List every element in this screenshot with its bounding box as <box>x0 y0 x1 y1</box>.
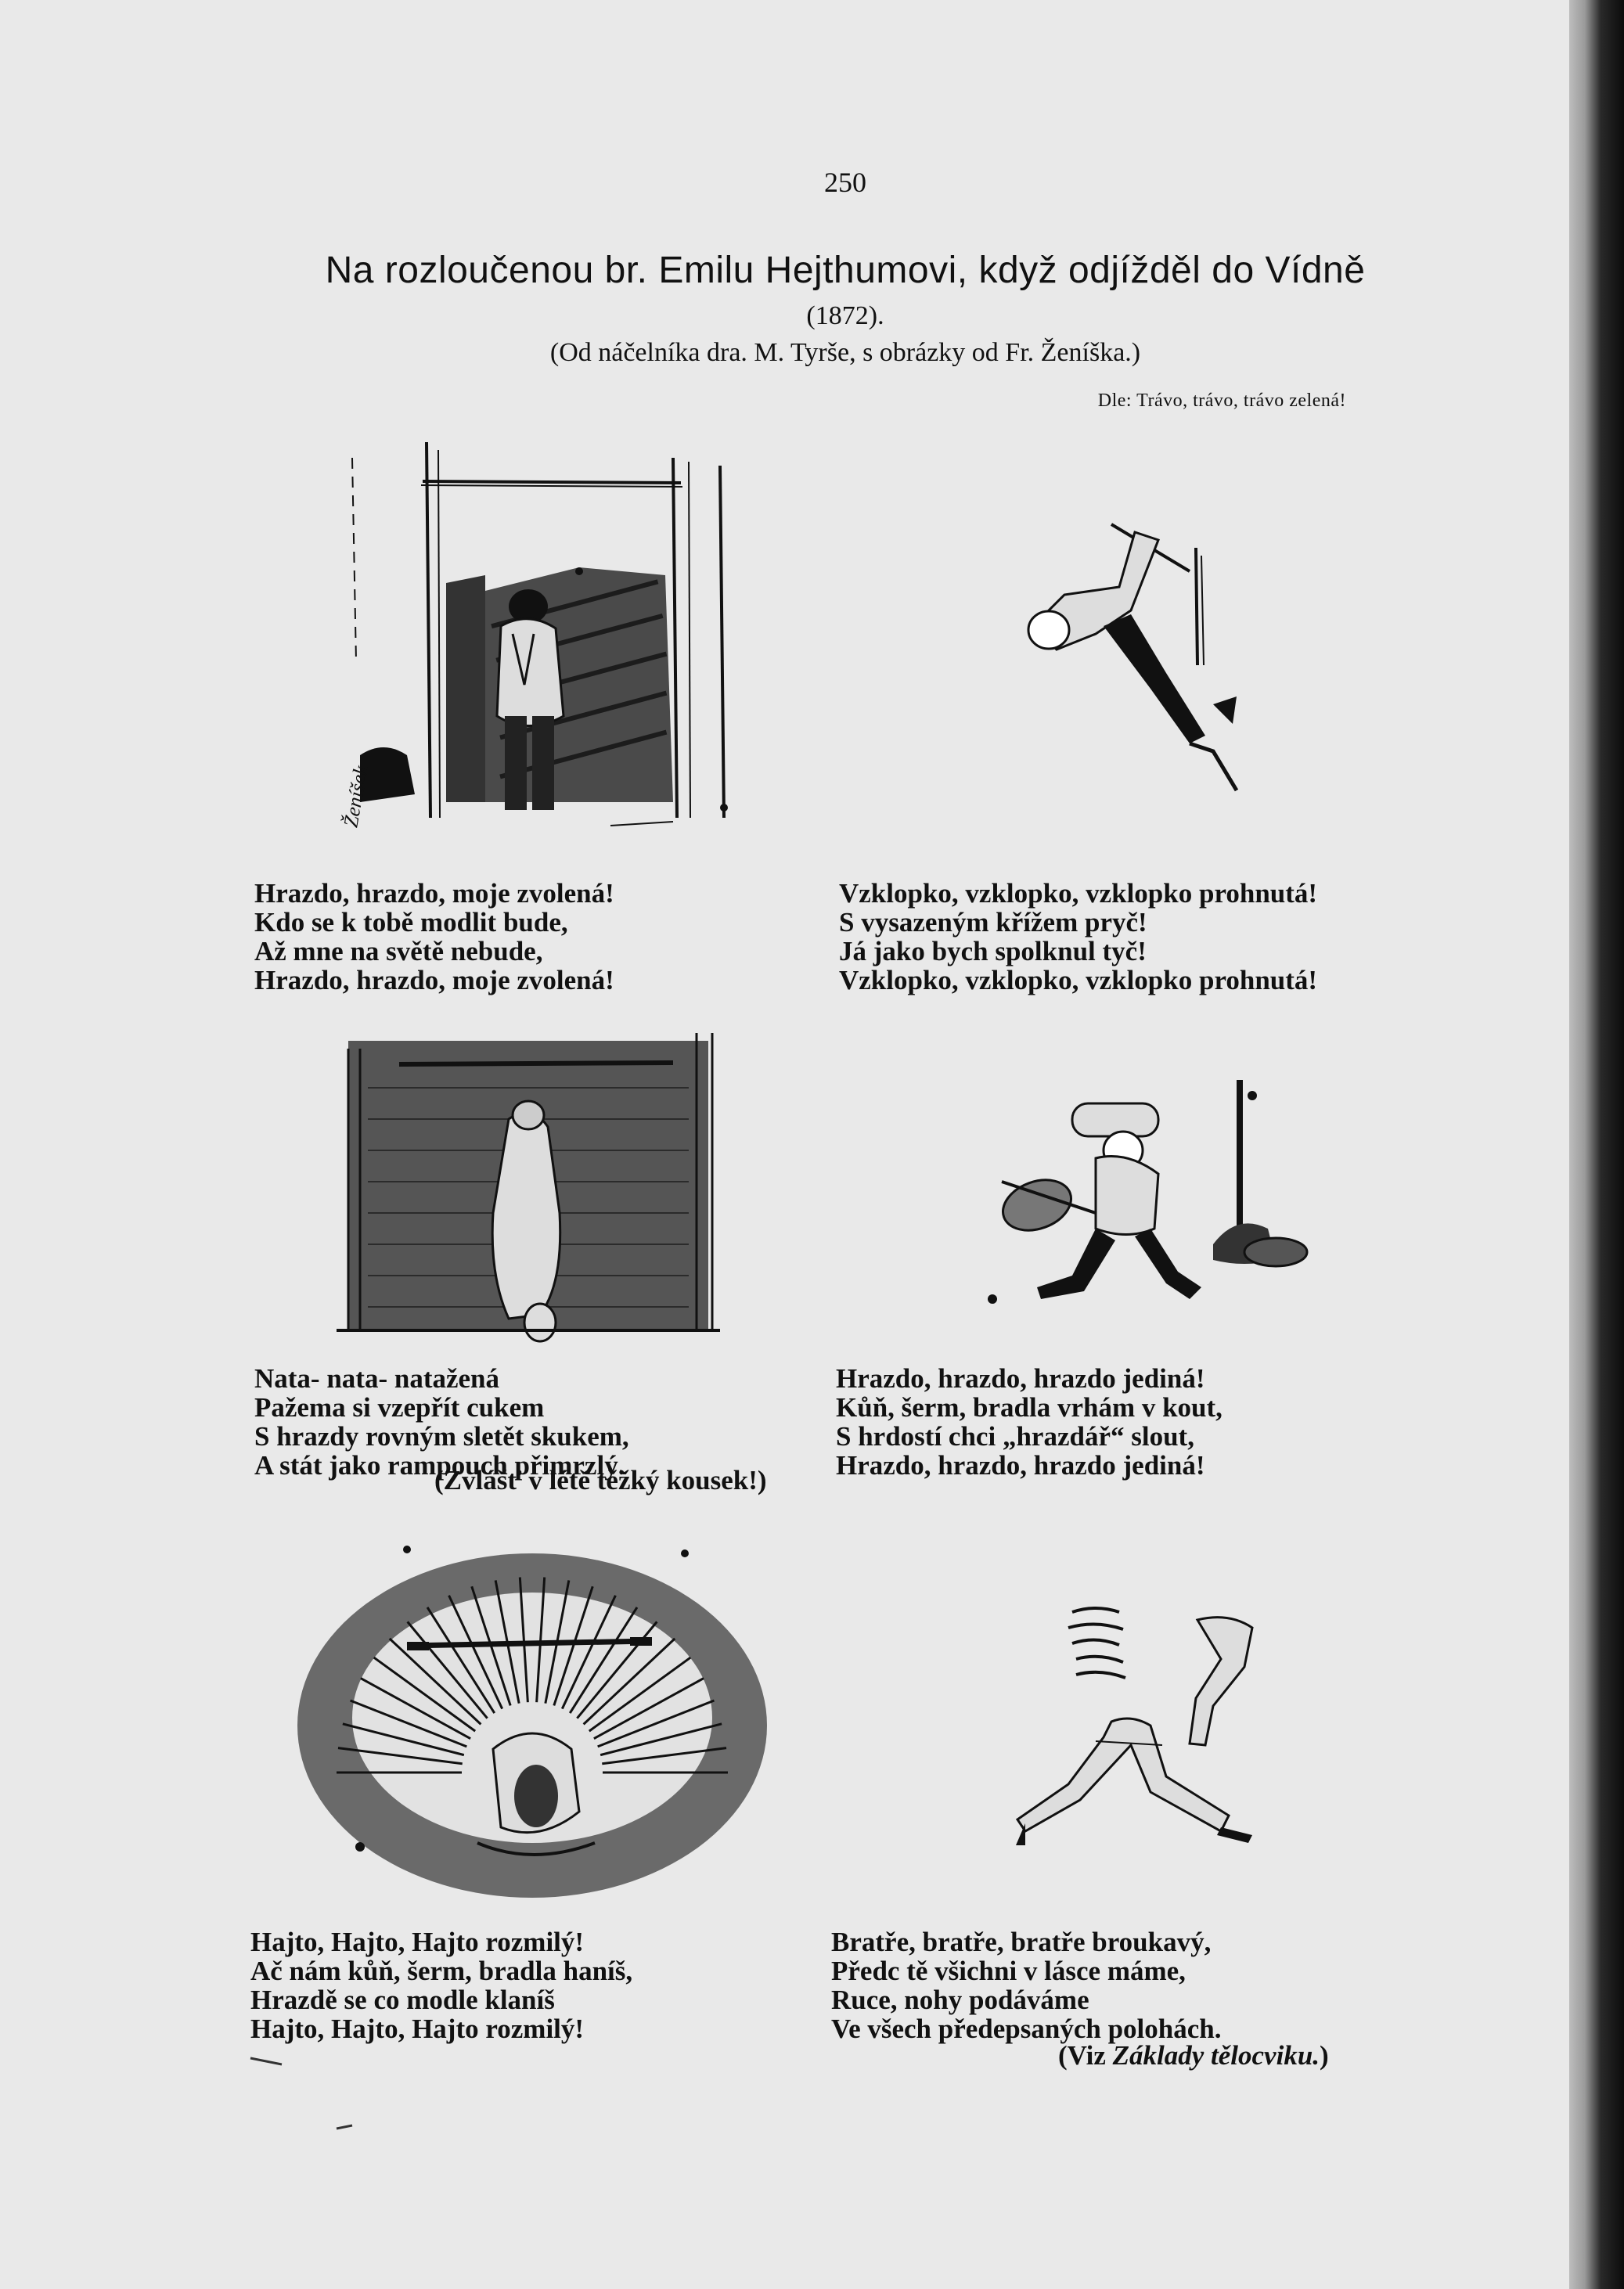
verse-line: Hrazdo, hrazdo, moje zvolená! <box>254 965 614 995</box>
verse-line: Až mne na světě nebude, <box>254 936 543 966</box>
verse-line: S vysazeným křížem pryč! <box>839 907 1147 938</box>
poem-credits: (Od náčelníka dra. M. Tyrše, s obrázky od Fr. Ženíška.) <box>549 338 1141 367</box>
stanza-4 <box>836 1364 1223 1480</box>
verse-line: Kůň, šerm, bradla vrhám v kout, <box>836 1392 1223 1423</box>
verse-line: Nata- nata- natažená <box>254 1363 500 1394</box>
verse-line: Ruce, nohy podáváme <box>831 1985 1089 2015</box>
illustration-man-on-bar-arched <box>1002 509 1299 798</box>
verse-line: Hrazdo, hrazdo, hrazdo jediná! <box>836 1450 1205 1481</box>
book-spine-edge <box>1569 0 1624 2289</box>
illustration-man-praying-under-bar <box>329 426 767 849</box>
verse-line: Hrazdo, hrazdo, moje zvolená! <box>254 878 614 909</box>
verse-line: Já jako bych spolknul tyč! <box>839 936 1147 966</box>
stanza-5 <box>250 1927 632 2043</box>
page-number: 250 <box>824 167 866 198</box>
verse-line: S hrdostí chci „hrazdář“ slout, <box>836 1421 1194 1452</box>
tune-note: Dle: Trávo, trávo, trávo zelená! <box>1097 390 1346 411</box>
stanza-1 <box>254 879 614 995</box>
verse-line: A stát jako rampouch přimrzlý. <box>254 1450 625 1481</box>
verse-line: Vzklopko, vzklopko, vzklopko prohnutá! <box>839 965 1318 995</box>
verse-line: S hrazdy rovným sletět skukem, <box>254 1421 629 1452</box>
poem-year: (1872). <box>806 301 884 330</box>
stanza-3 <box>254 1364 629 1480</box>
illustration-flying-limbs <box>994 1596 1291 1855</box>
artist-signature: Ženíšek <box>339 764 373 830</box>
stanza-2 <box>839 879 1317 995</box>
illustration-man-hanging-from-bar <box>337 1017 736 1354</box>
verse-line: Ač nám kůň, šerm, bradla haníš, <box>250 1956 633 1986</box>
illustration-man-kneeling-before-bar <box>282 1514 783 1921</box>
verse-line: Hrazdě se co modle klaníš <box>250 1985 555 2015</box>
note-prefix: (Viz <box>1058 2040 1113 2071</box>
verse-line: Kdo se k tobě modlit bude, <box>254 907 568 938</box>
verse-line: Vzklopko, vzklopko, vzklopko prohnutá! <box>839 878 1318 909</box>
stanza-3-note: (Zvlášť v létě těžký kousek!) <box>434 1465 767 1495</box>
stanza-6-note <box>1058 2040 1329 2071</box>
verse-line: Ve všech předepsaných polohách. <box>831 2014 1222 2044</box>
verse-line: Bratře, bratře, bratře broukavý, <box>831 1927 1212 1957</box>
verse-line: Hajto, Hajto, Hajto rozmilý! <box>250 2014 585 2044</box>
verse-line: Předc tě všichni v lásce máme, <box>831 1956 1186 1986</box>
illustration-man-kicking-apparatus <box>978 1072 1323 1354</box>
print-speck-marks <box>235 2050 391 2144</box>
stanza-6 <box>831 1927 1222 2043</box>
verse-line: Pažema si vzepřít cukem <box>254 1392 545 1423</box>
note-suffix: ) <box>1320 2040 1329 2071</box>
verse-line: Hrazdo, hrazdo, hrazdo jediná! <box>836 1363 1205 1394</box>
verse-line: Hajto, Hajto, Hajto rozmilý! <box>250 1927 585 1957</box>
note-book-title: Základy tělocviku. <box>1112 2040 1320 2071</box>
poem-title: Na rozloučenou br. Emilu Hejthumovi, když odjížděl do Vídně <box>325 250 1366 291</box>
